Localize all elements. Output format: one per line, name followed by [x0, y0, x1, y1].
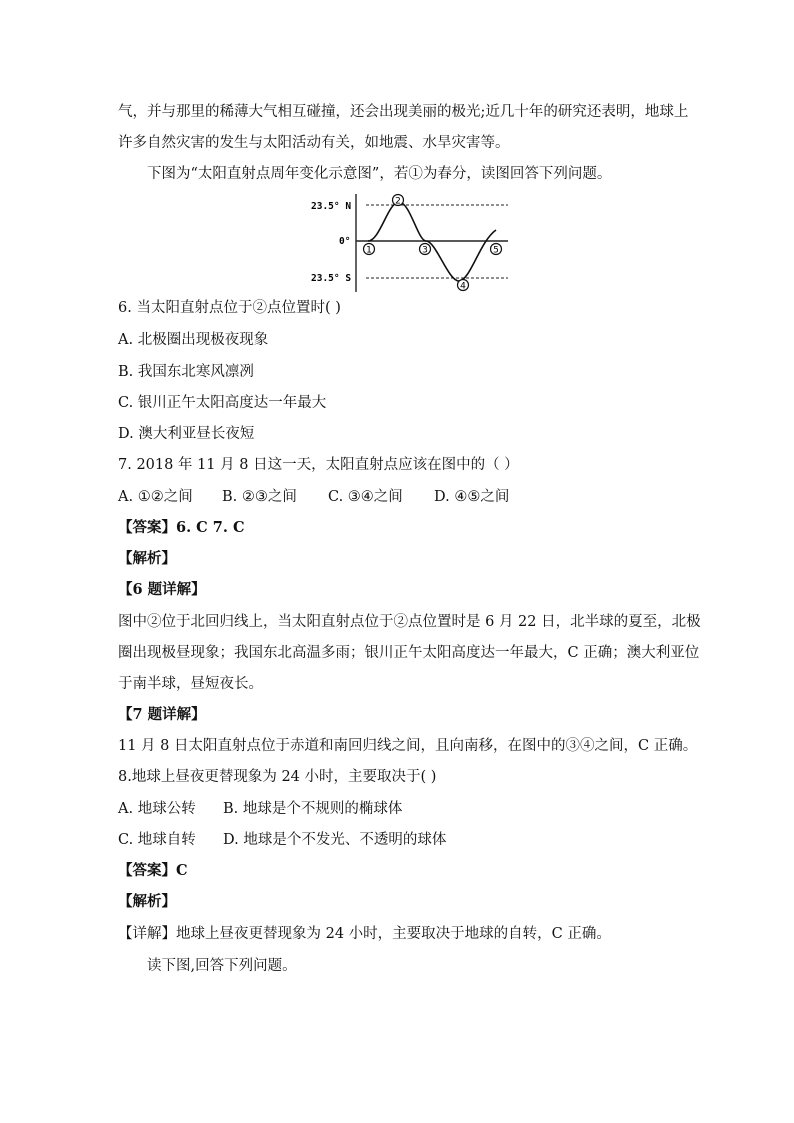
answer-6-7: 【答案】6. C 7. C [118, 519, 245, 536]
question-6-option-a: A. 北极圈出现极夜现象 [118, 332, 269, 348]
point-5-marker [491, 244, 502, 256]
question-6-stem: 6. 当太阳直射点位于②点位置时( ) [118, 300, 341, 316]
svg-text:2: 2 [395, 196, 401, 207]
label-23-5-s: 23.5° S [311, 273, 352, 284]
question-8-options-row-1 [118, 799, 402, 819]
detail-6-line-1: 图中②位于北回归线上，当太阳直射点位于②点位置时是 6 月 22 日，北半球的夏至，北极 [118, 614, 701, 630]
question-6-option-b: B. 我国东北寒风凛冽 [118, 364, 254, 380]
question-6-option-d: D. 澳大利亚昼长夜短 [118, 426, 255, 442]
point-1-marker [364, 244, 375, 256]
question-8-options-row-2 [118, 830, 446, 850]
closing-instruction: 读下图,回答下列问题。 [147, 958, 297, 974]
svg-text:4: 4 [460, 281, 466, 292]
label-23-5-n: 23.5° N [311, 201, 352, 212]
point-4-marker [458, 280, 469, 292]
paragraph-line-2: 许多自然灾害的发生与太阳活动有关，如地震、水旱灾害等。 [118, 135, 510, 151]
analysis-heading-6-7: 【解析】 [118, 550, 176, 567]
detail-8: 【详解】地球上昼夜更替现象为 24 小时，主要取决于地球的自转，C 正确。 [118, 926, 611, 942]
question-8-option-b: B. 地球是个不规则的椭球体 [223, 801, 403, 817]
detail-6-heading: 【6 题详解】 [118, 581, 206, 598]
question-7-option-b: B. ②③之间 [222, 489, 297, 505]
detail-6-line-2: 圈出现极昼现象；我国东北高温多雨；银川正午太阳高度达一年最大，C 正确；澳大利亚位 [118, 645, 700, 661]
svg-text:5: 5 [493, 245, 499, 256]
question-7-stem: 7. 2018 年 11 月 8 日这一天，太阳直射点应该在图中的（ ） [118, 457, 519, 473]
analysis-heading-8: 【解析】 [118, 893, 176, 910]
question-7-option-a: A. ①②之间 [118, 489, 193, 505]
detail-6-line-3: 于南半球，昼短夜长。 [118, 676, 263, 692]
svg-text:1: 1 [366, 245, 372, 256]
question-7-option-c: C. ③④之间 [328, 489, 403, 505]
question-8-option-a: A. 地球公转 [118, 801, 196, 817]
point-2-marker [393, 195, 404, 207]
question-6-option-c: C. 银川正午太阳高度达一年最大 [118, 395, 327, 411]
question-8-stem: 8.地球上昼夜更替现象为 24 小时，主要取决于( ) [118, 769, 437, 785]
detail-7-heading: 【7 题详解】 [118, 706, 206, 723]
figure-intro: 下图为“太阳直射点周年变化示意图”，若①为春分，读图回答下列问题。 [147, 166, 612, 182]
sun-direct-point-figure [308, 190, 512, 294]
label-equator: 0° [339, 236, 351, 247]
question-7-options [118, 487, 509, 507]
question-8-option-d: D. 地球是个不发光、不透明的球体 [223, 832, 447, 848]
paragraph-line-1: 气，并与那里的稀薄大气相互碰撞，还会出现美丽的极光;近几十年的研究还表明，地球上 [118, 104, 689, 120]
svg-text:3: 3 [422, 245, 428, 256]
sine-wave-diagram [308, 190, 512, 294]
question-8-option-c: C. 地球自转 [118, 832, 196, 848]
detail-7-line-1: 11 月 8 日太阳直射点位于赤道和南回归线之间，且向南移，在图中的③④之间，C 正确。 [118, 738, 698, 754]
question-7-option-d: D. ④⑤之间 [434, 489, 510, 505]
answer-8: 【答案】C [118, 862, 188, 879]
point-3-marker [420, 244, 431, 256]
